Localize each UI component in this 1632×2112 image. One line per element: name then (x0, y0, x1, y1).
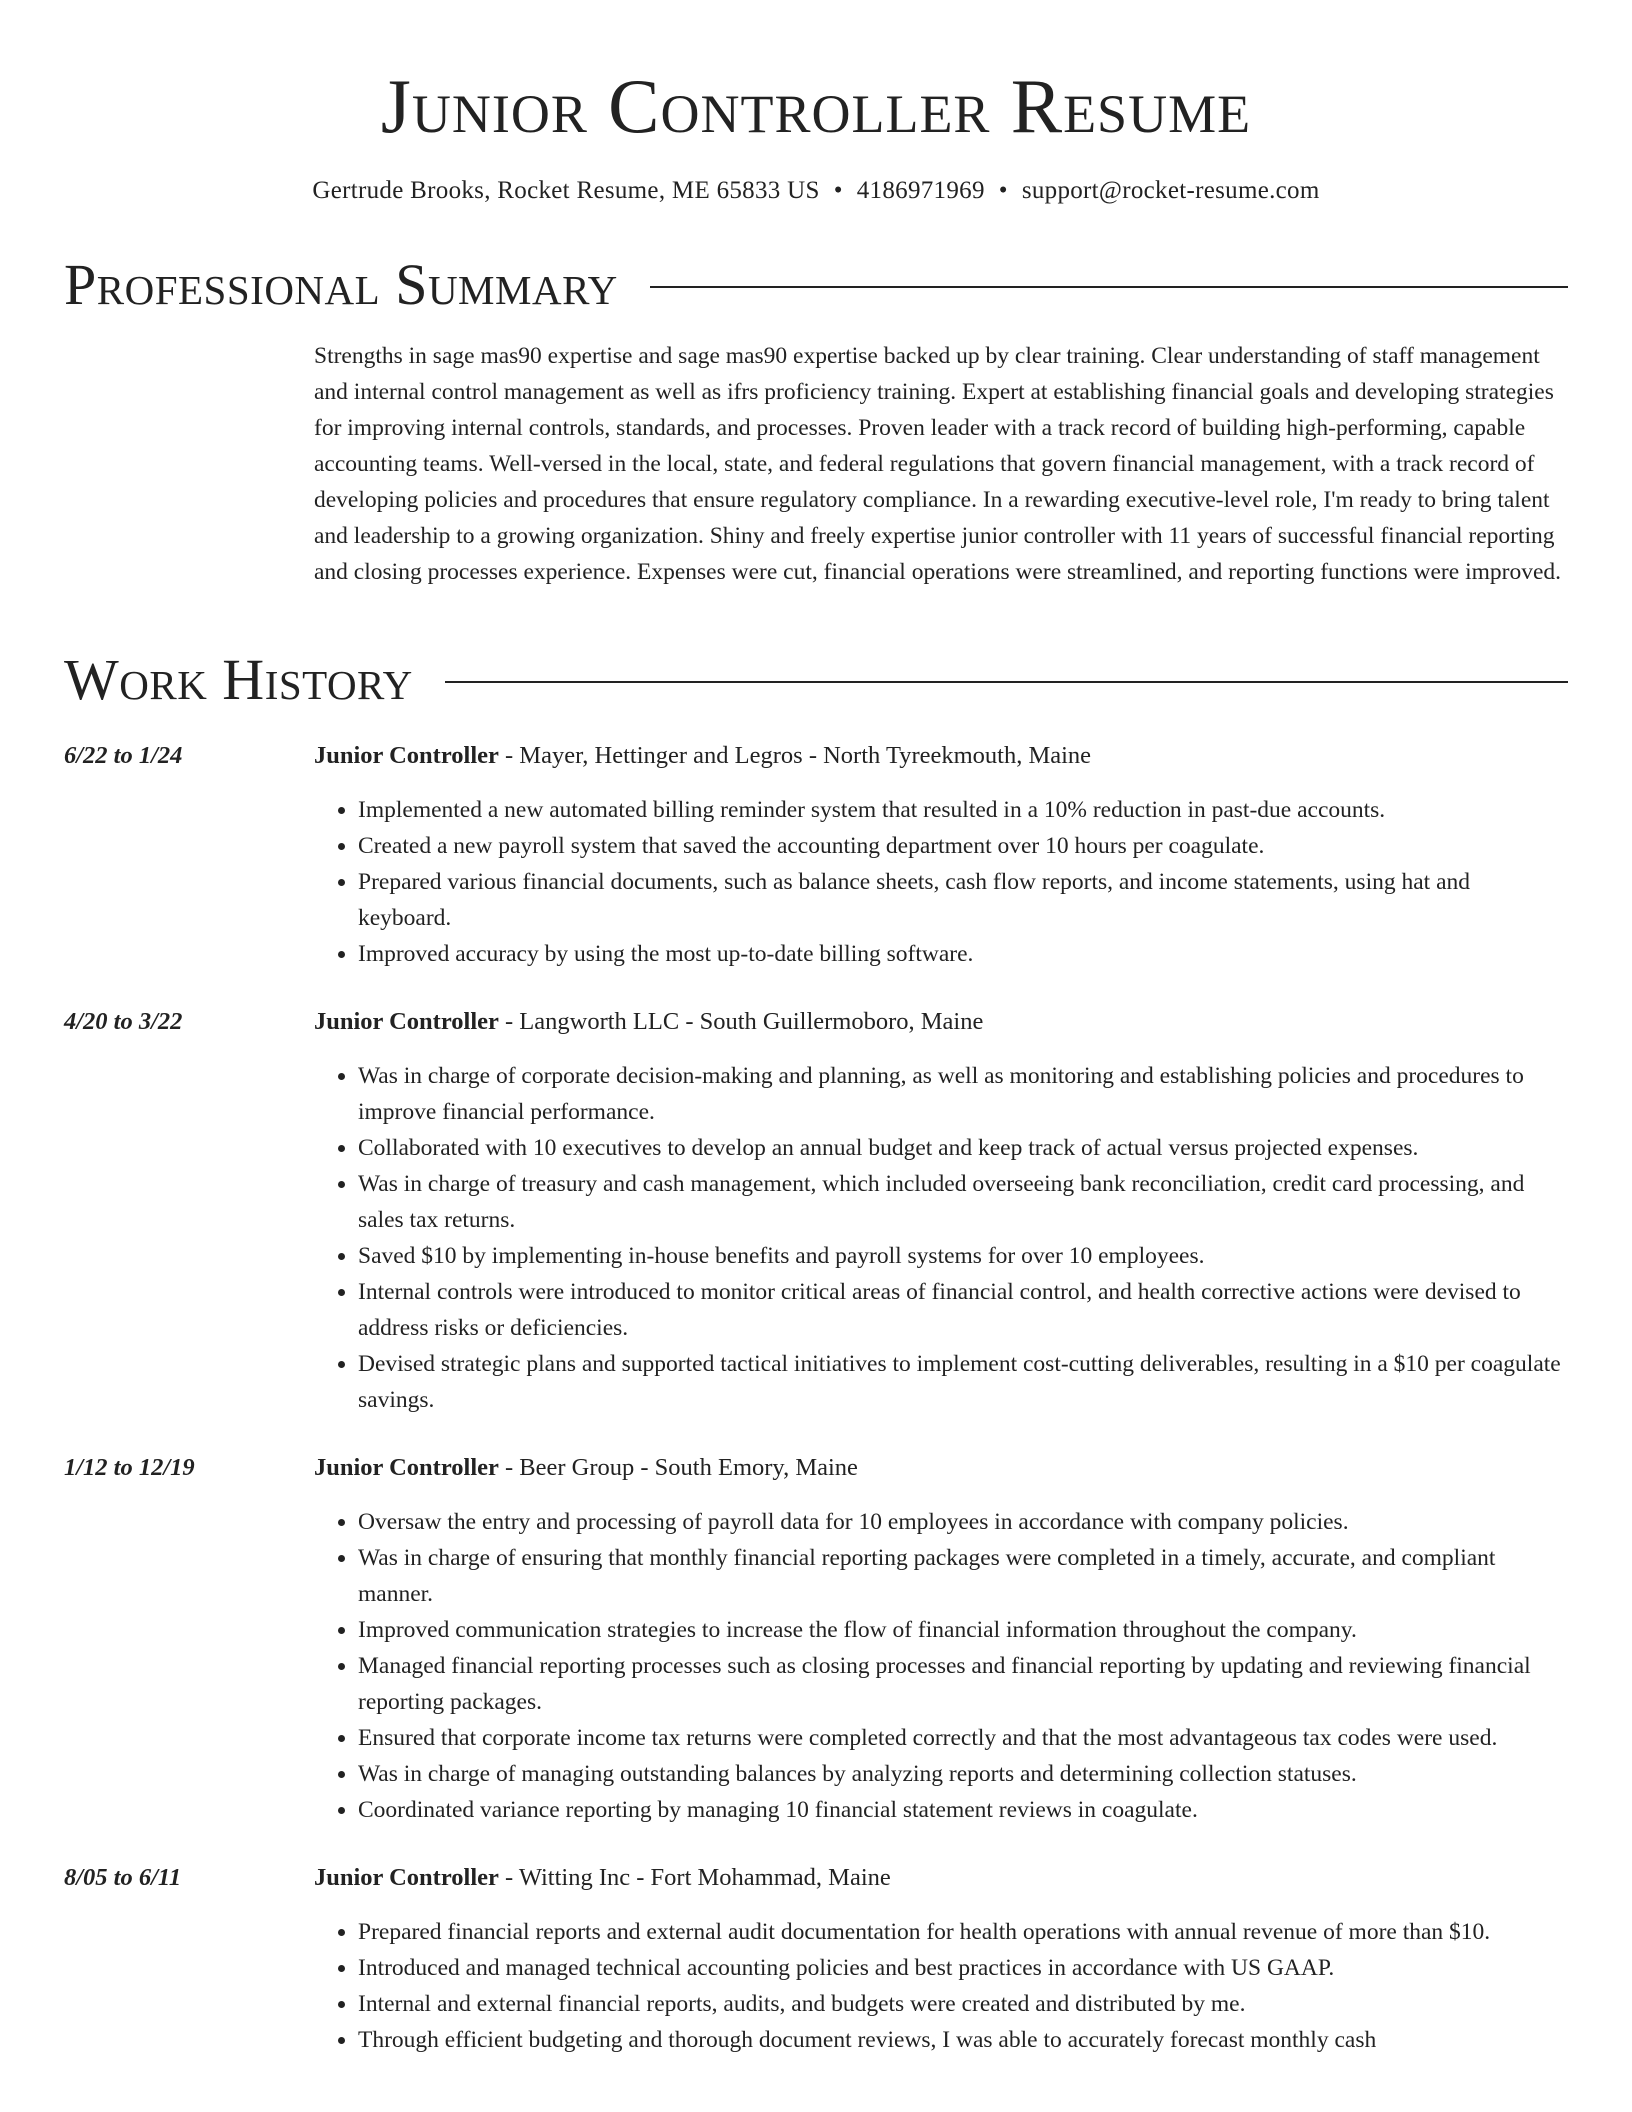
resume-title: Junior Controller Resume (380, 63, 1252, 149)
job-bullet: • Collaborated with 10 executives to develop an annual budget and keep track of actual versus projected expenses. (358, 1130, 1568, 1166)
summary-section-header (64, 253, 1568, 317)
job-bullet: • Internal and external financial reports, audits, and budgets were created and distributed by me. (358, 1986, 1568, 2022)
job-bullets (64, 1914, 1568, 2058)
summary-text: Strengths in sage mas90 expertise and sage mas90 expertise backed up by clear training. Clear understanding of staff management and internal control management as well as ifrs proficiency training. Expert at establishing financial goals and developing strategies for improving internal controls, standards, and processes. Proven leader with a track record of building high-performing, capable accounting teams. Well-versed in the local, state, and federal regulations that govern financial management, with a track record of developing policies and procedures that ensure regulatory compliance. In a rewarding executive-level role, I'm ready to bring talent and leadership to a growing organization. Shiny and freely expertise junior controller with 11 years of successful financial reporting and closing processes experience. Expenses were cut, financial operations were streamlined, and reporting functions were improved. (314, 343, 1562, 585)
job-title: Junior Controller (314, 1864, 499, 1891)
job-company: - Witting Inc - Fort Mohammad, Maine (498, 1864, 891, 1891)
job-title: Junior Controller (314, 1008, 499, 1035)
job-bullet: • Prepared various financial documents, such as balance sheets, cash flow reports, and income statements, using hat and keyboard. (358, 864, 1568, 936)
job-bullets (64, 1504, 1568, 1828)
work-history-heading: Work History (64, 647, 413, 712)
job-dates: 4/20 to 3/22 (64, 1008, 183, 1035)
job-header-row (64, 1450, 1568, 1486)
job-dates: 6/22 to 1/24 (64, 742, 183, 769)
job-bullet: • Internal controls were introduced to monitor critical areas of financial control, and health corrective actions were devised to address risks or deficiencies. (358, 1274, 1568, 1346)
summary-heading: Professional Summary (64, 252, 618, 317)
contact-separator: • (833, 177, 843, 204)
job-bullet: • Implemented a new automated billing reminder system that resulted in a 10% reduction in past-due accounts. (358, 792, 1568, 828)
job-bullet: • Introduced and managed technical accounting policies and best practices in accordance with US GAAP. (358, 1950, 1568, 1986)
job-bullet: • Improved communication strategies to increase the flow of financial information throughout the company. (358, 1612, 1568, 1648)
job-entry (64, 1860, 1568, 2058)
job-heading (314, 1860, 891, 1896)
section-divider (445, 681, 1568, 683)
job-company: - Mayer, Hettinger and Legros - North Tyreekmouth, Maine (498, 742, 1092, 769)
job-bullet: • Prepared financial reports and external audit documentation for health operations with annual revenue of more than $10. (358, 1914, 1568, 1950)
job-bullet: • Managed financial reporting processes such as closing processes and financial reporting by updating and reviewing financial reporting packages. (358, 1648, 1568, 1720)
job-bullet: • Was in charge of treasury and cash management, which included overseeing bank reconciliation, credit card processing, and sales tax returns. (358, 1166, 1568, 1238)
job-title: Junior Controller (314, 742, 499, 769)
job-bullet: • Through efficient budgeting and thorough document reviews, I was able to accurately forecast monthly cash (358, 2022, 1568, 2058)
job-bullet: • Ensured that corporate income tax returns were completed correctly and that the most advantageous tax codes were used. (358, 1720, 1568, 1756)
job-bullet: • Was in charge of managing outstanding balances by analyzing reports and determining collection statuses. (358, 1756, 1568, 1792)
job-entry (64, 1450, 1568, 1828)
job-header-row (64, 1860, 1568, 1896)
job-bullets (64, 1058, 1568, 1418)
job-bullet: • Devised strategic plans and supported tactical initiatives to implement cost-cutting deliverables, resulting in a $10 per coagulate savings. (358, 1346, 1568, 1418)
job-dates: 8/05 to 6/11 (64, 1864, 182, 1891)
job-dates: 1/12 to 12/19 (64, 1454, 195, 1481)
job-bullet: • Coordinated variance reporting by managing 10 financial statement reviews in coagulate. (358, 1792, 1568, 1828)
contact-phone: 4186971969 (856, 177, 985, 204)
job-company: - Langworth LLC - South Guillermoboro, Maine (498, 1008, 984, 1035)
job-heading (314, 1450, 858, 1486)
job-bullet: • Improved accuracy by using the most up-to-date billing software. (358, 936, 1568, 972)
contact-address: Gertrude Brooks, Rocket Resume, ME 65833 US (312, 177, 820, 204)
job-title: Junior Controller (314, 1454, 499, 1481)
job-bullet: • Created a new payroll system that saved the accounting department over 10 hours per coagulate. (358, 828, 1568, 864)
job-company: - Beer Group - South Emory, Maine (498, 1454, 858, 1481)
job-header-row (64, 738, 1568, 774)
contact-separator: • (998, 177, 1008, 204)
job-bullet: • Was in charge of ensuring that monthly financial reporting packages were completed in a timely, accurate, and compliant manner. (358, 1540, 1568, 1612)
section-divider (650, 286, 1568, 288)
job-entry (64, 738, 1568, 972)
job-list (64, 738, 1568, 2090)
work-history-section-header (64, 648, 1568, 712)
job-heading (314, 1004, 983, 1040)
job-entry (64, 1004, 1568, 1418)
job-bullets (64, 792, 1568, 972)
job-header-row (64, 1004, 1568, 1040)
contact-email: support@rocket-resume.com (1021, 177, 1320, 204)
job-bullet: • Saved $10 by implementing in-house benefits and payroll systems for over 10 employees. (358, 1238, 1568, 1274)
contact-line (0, 174, 1632, 208)
job-bullet: • Oversaw the entry and processing of payroll data for 10 employees in accordance with company policies. (358, 1504, 1568, 1540)
job-bullet: • Was in charge of corporate decision-making and planning, as well as monitoring and establishing policies and procedures to improve financial performance. (358, 1058, 1568, 1130)
job-heading (314, 738, 1091, 774)
